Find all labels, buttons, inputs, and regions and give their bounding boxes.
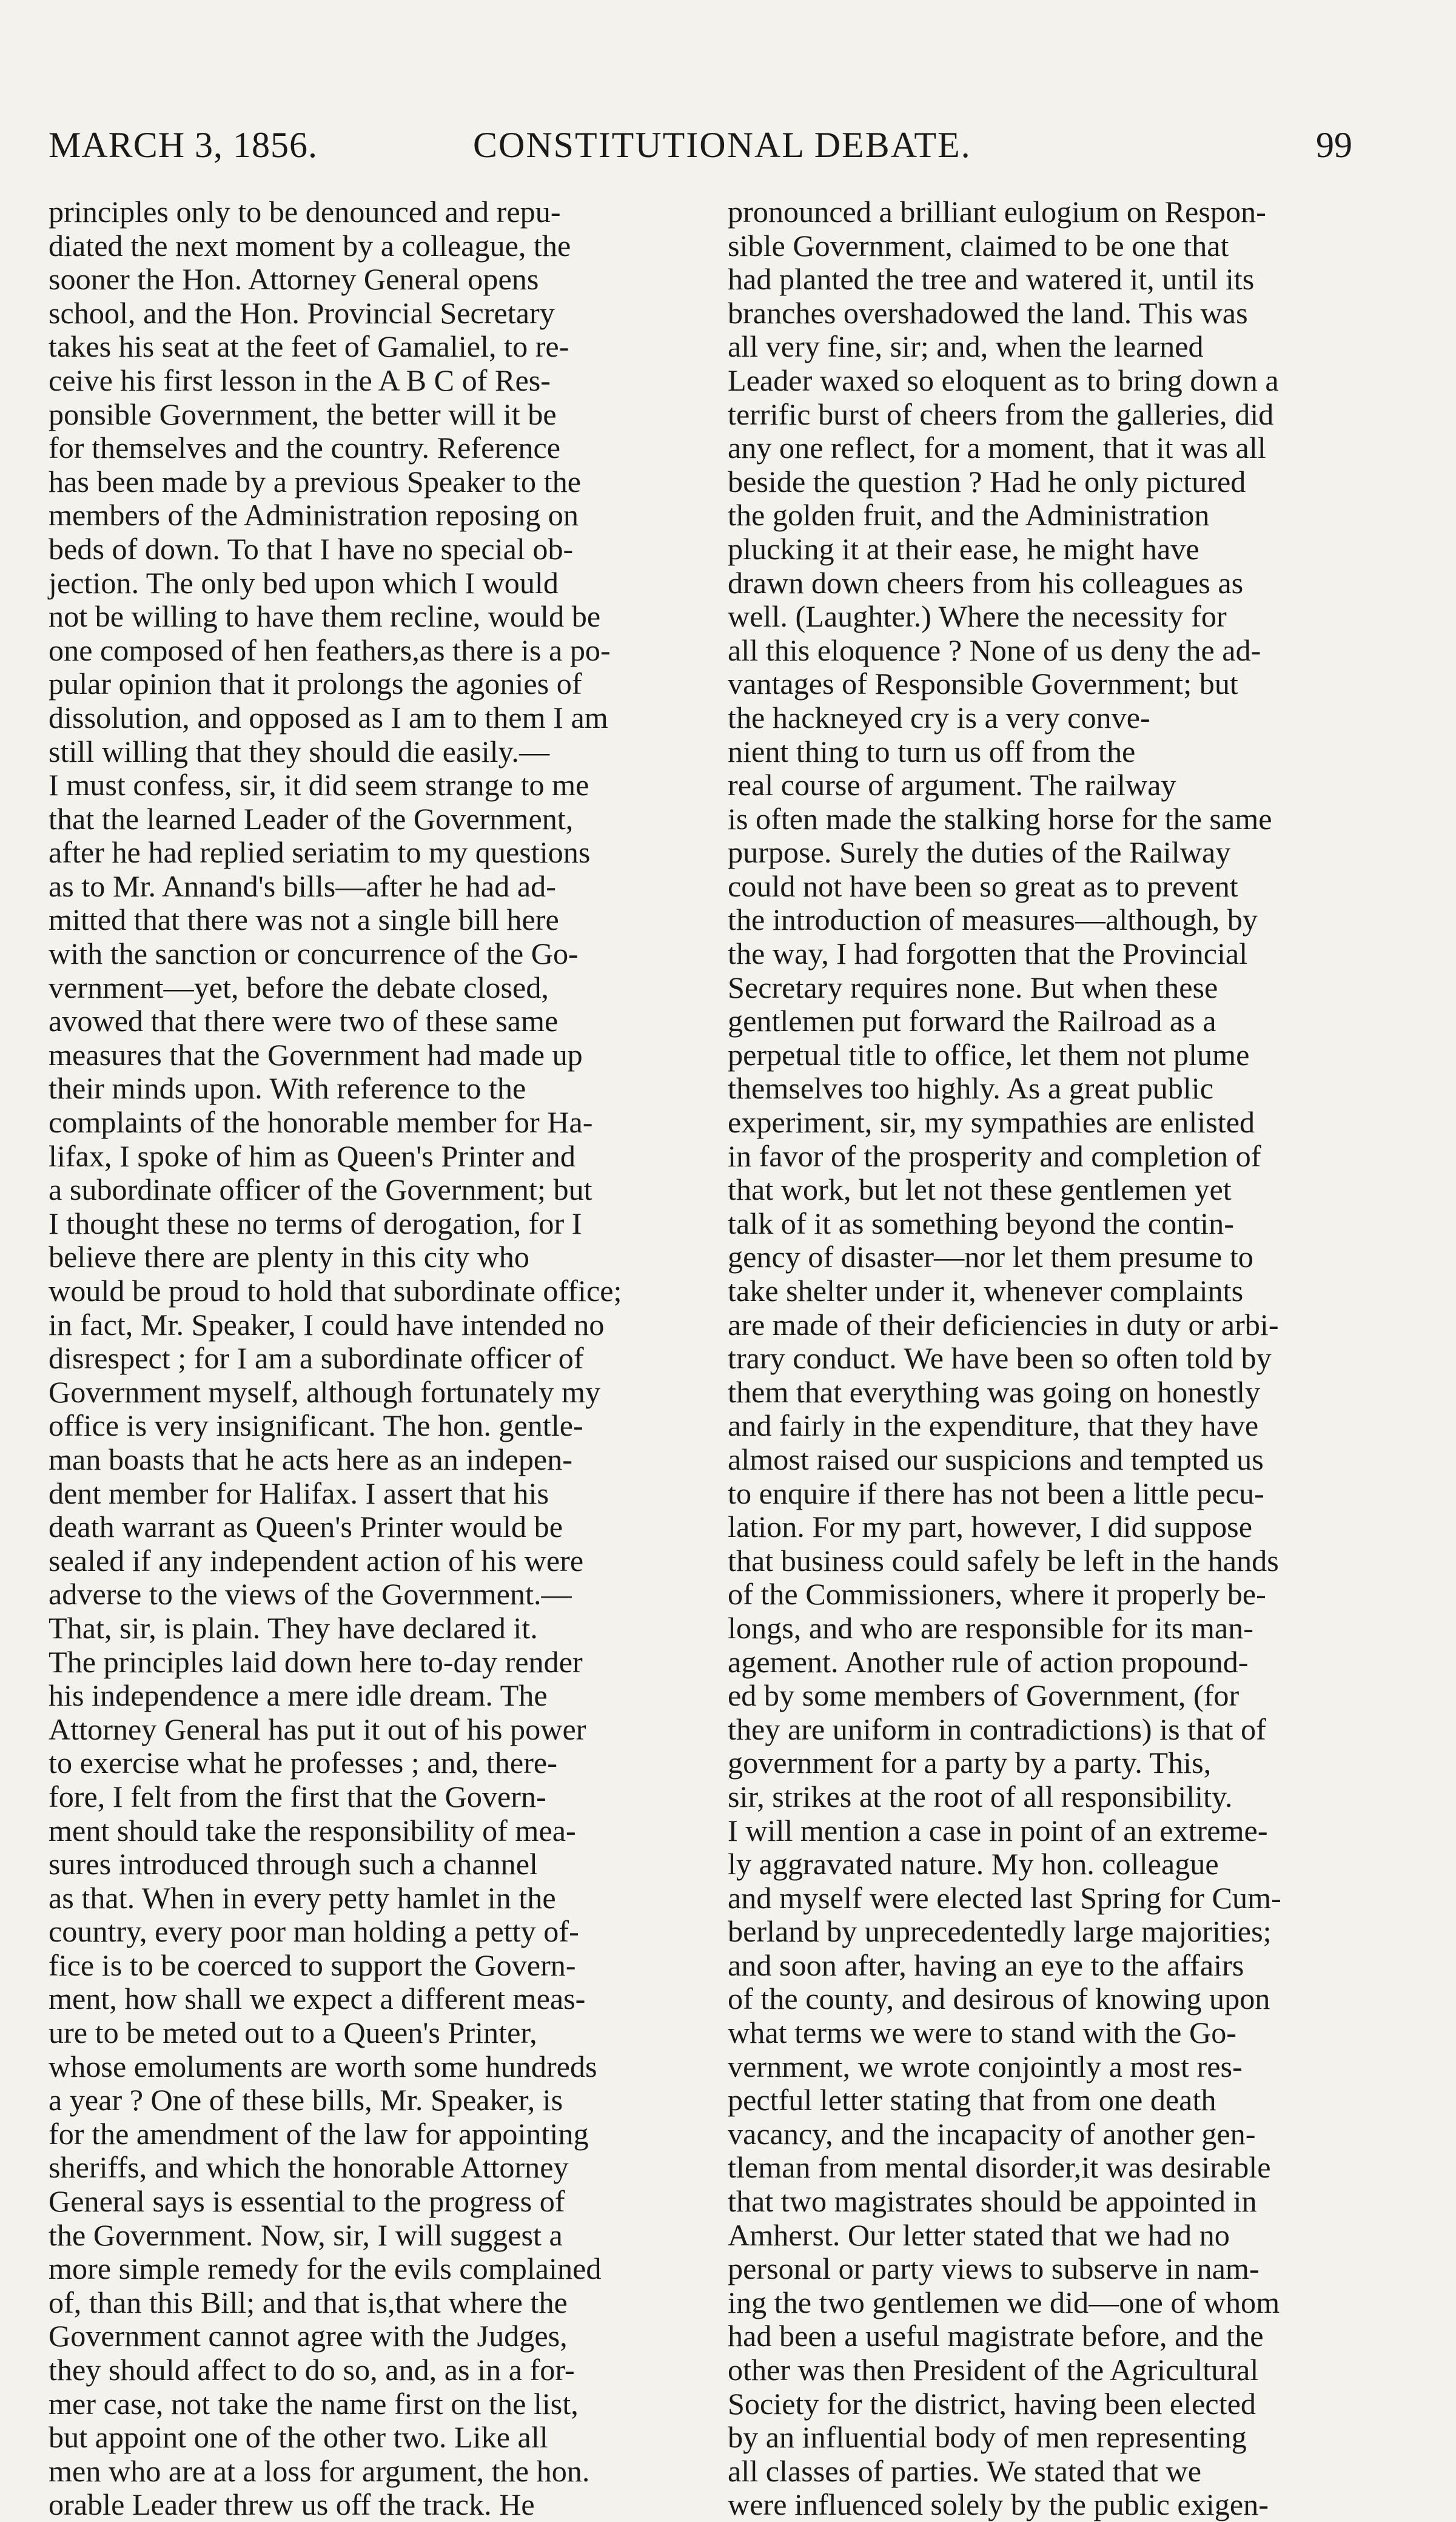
page-number: 99 — [1316, 125, 1352, 165]
left-column — [49, 195, 685, 2522]
header-date: MARCH 3, 1856. — [49, 125, 318, 165]
right-column-text: pronounced a brilliant eulogium on Respon- sible Government, claimed to be one that had planted the tree and watered it, until its branches overshadowed the land. This was all very fine, sir; and, when the learned Leader waxed so eloquent as to bring down a terrific burst of cheers from the galleries, did any one reflect, for a moment, that it was all beside the question ? Had he only pictured the golden fruit, and the Administration plucking it at their ease, he might have drawn down cheers from his colleagues as well. (Laughter.) Where the necessity for all this eloquence ? None of us deny the ad- vantages of Responsible Government; but the hackneyed cry is a very conve- nient thing to turn us off from the real course of argument. The railway is often made the stalking horse for the same purpose. Surely the duties of the Railway could not have been so great as to prevent the introduction of measures—although, by the way, I had forgotten that the Provincial Secretary requires none. But when these gentlemen put forward the Railroad as a perpetual title to office, let them not plume themselves too highly. As a great public experiment, sir, my sympathies are enlisted in favor of the prosperity and completion of that work, but let not these gentlemen yet talk of it as something beyond the contin- gency of disaster—nor let them presume to take shelter under it, whenever complaints are made of their deficiencies in duty or arbi- trary conduct. We have been so often told by them that everything was going on honestly and fairly in the expenditure, that they have almost raised our suspicions and tempted us to enquire if there has not been a little pecu- lation. For my part, however, I did suppose that business could safely be left in the hands of the Commissioners, where it properly be- longs, and who are responsible for its man- agement. Another rule of action propound- ed by some members of Government, (for they are uniform in contradictions) is that of government for a party by a party. This, sir, strikes at the root of all responsibility. I will mention a case in point of an extreme- ly aggravated nature. My hon. colleague and myself were elected last Spring for Cum- berland by unprecedentedly large majorities; and soon after, having an eye to the affairs of the county, and desirous of knowing upon what terms we were to stand with the Go- vernment, we wrote conjointly a most res- pectful letter stating that from one death vacancy, and the incapacity of another gen- tleman from mental disorder,it was desirable that two magistrates should be appointed in Amherst. Our letter stated that we had no personal or party views to subserve in nam- ing the two gentlemen we did—one of whom had been a useful magistrate before, and the other was then President of the Agricultural Society for the district, having been elected by an influential body of men representing all classes of parties. We stated that we were influenced solely by the public exigen- — [728, 195, 1281, 2522]
right-column — [728, 195, 1383, 2522]
header-title: CONSTITUTIONAL DEBATE. — [473, 125, 971, 165]
left-column-text: principles only to be denounced and repu- diated the next moment by a colleague, the sooner the Hon. Attorney General opens school, and the Hon. Provincial Secretary takes his seat at the feet of Gamaliel, to re- ceive his first lesson in the A B C of Res- ponsible Government, the better will it be for themselves and the country. Reference has been made by a previous Speaker to the members of the Administration reposing on beds of down. To that I have no special ob- jection. The only bed upon which I would not be willing to have them recline, would be one composed of hen feathers,as there is a po- pular opinion that it prolongs the agonies of dissolution, and opposed as I am to them I am still willing that they should die easily.— I must confess, sir, it did seem strange to me that the learned Leader of the Government, after he had replied seriatim to my questions as to Mr. Annand's bills—after he had ad- mitted that there was not a single bill here with the sanction or concurrence of the Go- vernment—yet, before the debate closed, avowed that there were two of these same measures that the Government had made up their minds upon. With reference to the complaints of the honorable member for Ha- lifax, I spoke of him as Queen's Printer and a subordinate officer of the Government; but I thought these no terms of derogation, for I believe there are plenty in this city who would be proud to hold that subordinate office; in fact, Mr. Speaker, I could have intended no disrespect ; for I am a subordinate officer of Government myself, although fortunately my office is very insignificant. The hon. gentle- man boasts that he acts here as an indepen- dent member for Halifax. I assert that his death warrant as Queen's Printer would be sealed if any independent action of his were adverse to the views of the Government.— That, sir, is plain. They have declared it. The principles laid down here to-day render his independence a mere idle dream. The Attorney General has put it out of his power to exercise what he professes ; and, there- fore, I felt from the first that the Govern- ment should take the responsibility of mea- sures introduced through such a channel as that. When in every petty hamlet in the country, every poor man holding a petty of- fice is to be coerced to support the Govern- ment, how shall we expect a different meas- ure to be meted out to a Queen's Printer, whose emoluments are worth some hundreds a year ? One of these bills, Mr. Speaker, is for the amendment of the law for appointing sheriffs, and which the honorable Attorney General says is essential to the progress of the Government. Now, sir, I will suggest a more simple remedy for the evils complained of, than this Bill; and that is,that where the Government cannot agree with the Judges, they should affect to do so, and, as in a for- mer case, not take the name first on the list, but appoint one of the other two. Like all men who are at a loss for argument, the hon. orable Leader threw us off the track. He — [49, 195, 622, 2522]
page-header — [49, 124, 1352, 173]
